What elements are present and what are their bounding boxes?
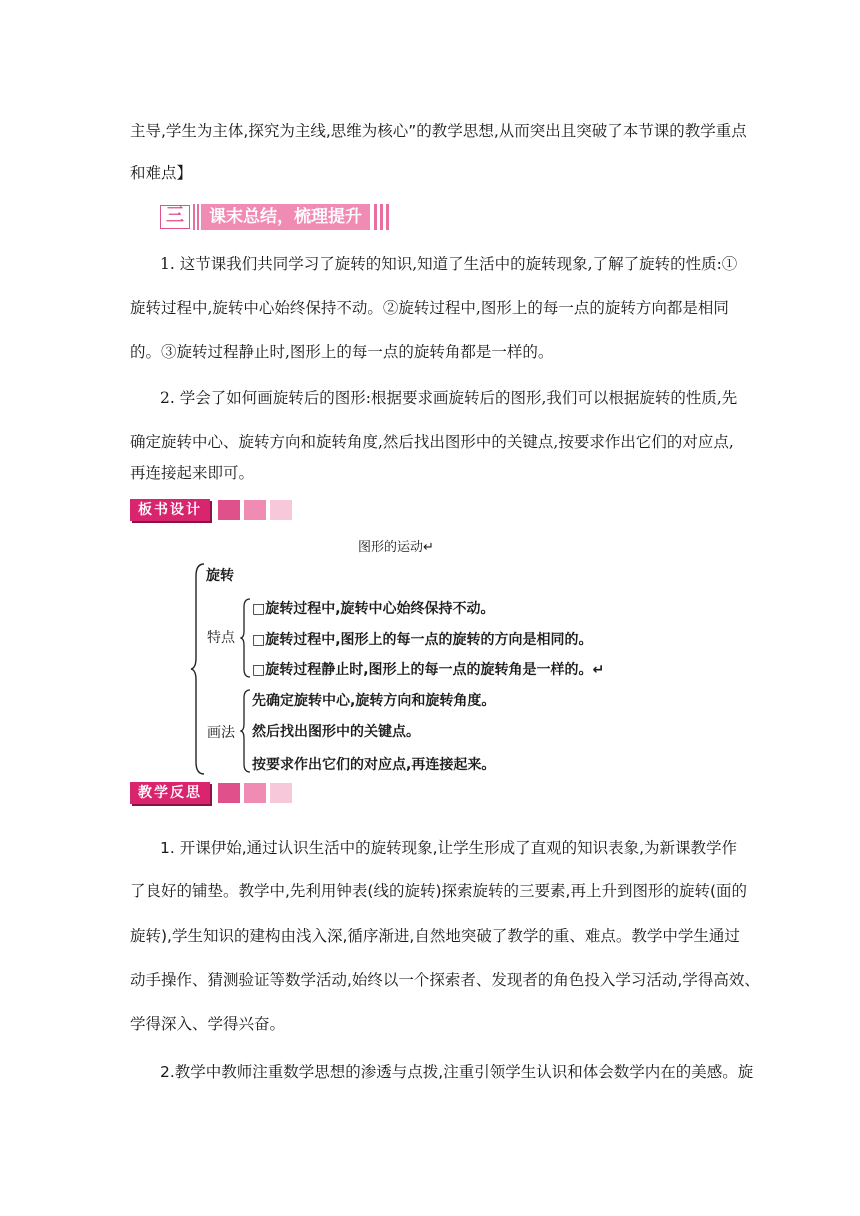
summary-p1-line-1: 1. 这节课我们共同学习了旋转的知识,知道了生活中的旋转现象,了解了旋转的性质:① (160, 255, 738, 273)
reflection-p1-line-3: 旋转),学生知识的建构由浅入深,循序渐进,自然地突破了教学的重、难点。教学中学生通过 (130, 927, 740, 945)
method-item: 按要求作出它们的对应点,再连接起来。 (252, 757, 496, 773)
section-title: 课末总结，梳理提升 (201, 204, 370, 230)
board-design-banner (130, 499, 292, 521)
banner-stripes (193, 204, 201, 230)
summary-p2-line-2: 确定旋转中心、旋转方向和旋转角度,然后找出图形中的关键点,按要求作出它们的对应点, (130, 433, 734, 451)
method-label: 画法 (207, 725, 235, 741)
banner-square (270, 783, 292, 803)
banner-square (270, 500, 292, 520)
method-brace-icon (240, 688, 252, 774)
intro-line-1: 主导,学生为主体,探究为主线,思维为核心”的教学思想,从而突出且突破了本节课的教学重点 (130, 122, 747, 140)
reflection-p2-line-1: 2.教学中教师注重数学思想的渗透与点拨,注重引领学生认识和体会数学内在的美感。旋 (160, 1063, 754, 1081)
reflection-p1-line-5: 学得深入、学得兴奋。 (130, 1015, 286, 1033)
summary-p1-line-3: 的。③旋转过程静止时,图形上的每一点的旋转角都是一样的。 (130, 343, 554, 361)
board-design-label: 板书设计 (130, 499, 210, 521)
section-3-banner (160, 204, 392, 230)
features-brace-icon (240, 597, 252, 679)
board-root: 旋转 (206, 568, 234, 584)
intro-line-2: 和难点】 (130, 164, 193, 182)
banner-tail-stripes (374, 204, 392, 230)
feature-item: □旋转过程中,图形上的每一点的旋转的方向是相同的。 (252, 632, 593, 648)
summary-p1-line-2: 旋转过程中,旋转中心始终保持不动。②旋转过程中,图形上的每一点的旋转方向都是相同 (130, 299, 729, 317)
method-item: 然后找出图形中的关键点。 (252, 724, 420, 740)
feature-item: □旋转过程静止时,图形上的每一点的旋转角是一样的。↵ (252, 662, 605, 678)
features-label: 特点 (207, 630, 235, 646)
method-item: 先确定旋转中心,旋转方向和旋转角度。 (252, 693, 496, 709)
summary-p2-line-1: 2. 学会了如何画旋转后的图形:根据要求画旋转后的图形,我们可以根据旋转的性质,先 (160, 389, 738, 407)
reflection-p1-line-2: 了良好的铺垫。教学中,先利用钟表(线的旋转)探索旋转的三要素,再上升到图形的旋转(面的 (130, 882, 747, 900)
summary-p2-line-3: 再连接起来即可。 (130, 464, 255, 482)
banner-square (218, 500, 240, 520)
banner-square (244, 783, 266, 803)
section-number: 三 (160, 205, 190, 229)
reflection-banner (130, 782, 292, 804)
banner-square (244, 500, 266, 520)
board-title: 图形的运动↵ (358, 540, 434, 555)
main-brace-icon (190, 562, 206, 776)
reflection-p1-line-4: 动手操作、猜测验证等数学活动,始终以一个探索者、发现者的角色投入学习活动,学得高效、 (130, 971, 760, 989)
feature-item: □旋转过程中,旋转中心始终保持不动。 (252, 601, 495, 617)
reflection-p1-line-1: 1. 开课伊始,通过认识生活中的旋转现象,让学生形成了直观的知识表象,为新课教学作 (160, 839, 737, 857)
reflection-label: 教学反思 (130, 782, 210, 804)
banner-square (218, 783, 240, 803)
